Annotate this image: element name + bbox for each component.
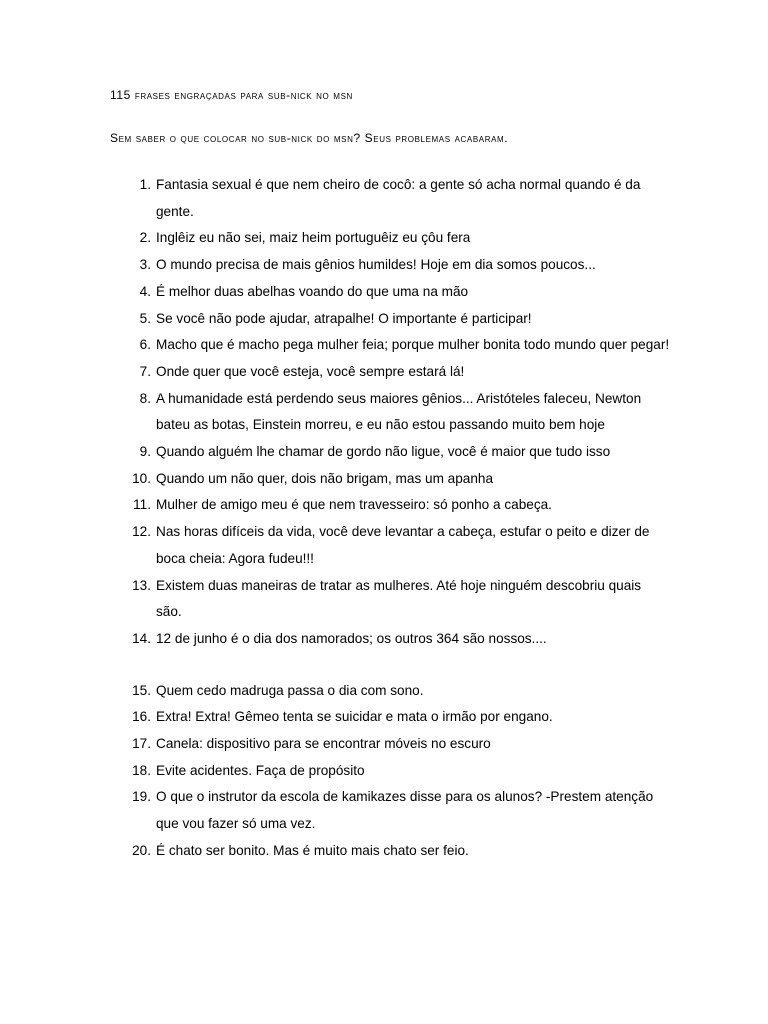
- list-item-text: A humanidade está perdendo seus maiores gênios... Aristóteles faleceu, Newton bateu as botas, Einstein morreu, e eu não estou passando muito bem hoje: [156, 390, 642, 433]
- list-item: [110, 678, 670, 705]
- list-item-text: Evite acidentes. Faça de propósito: [156, 762, 365, 778]
- list-item-text: O mundo precisa de mais gênios humildes! Hoje em dia somos poucos...: [156, 257, 596, 273]
- list-item-text: Quando alguém lhe chamar de gordo não ligue, você é maior que tudo isso: [156, 444, 611, 460]
- list-item-number: 19.: [132, 789, 151, 805]
- list-item: [110, 519, 670, 572]
- list-item: [110, 279, 670, 306]
- list-item: [110, 758, 670, 785]
- list-item-text: Quando um não quer, dois não brigam, mas um apanha: [156, 470, 494, 486]
- list-item-number: 8.: [139, 390, 151, 406]
- list-item-text: Mulher de amigo meu é que nem travesseiro: só ponho a cabeça.: [156, 497, 552, 513]
- list-item-number: 1.: [139, 177, 151, 192]
- list-item: [110, 172, 670, 225]
- list-item-number: 6.: [139, 337, 151, 353]
- list-item: [110, 492, 670, 519]
- list-item-text: Quem cedo madruga passa o dia com sono.: [156, 682, 424, 698]
- list-item-text: 12 de junho é o dia dos namorados; os outros 364 são nossos....: [156, 630, 547, 646]
- list-item: [110, 466, 670, 493]
- phrase-list: [110, 172, 670, 865]
- list-item-number: 18.: [132, 762, 151, 778]
- list-item-text: Macho que é macho pega mulher feia; porque mulher bonita todo mundo quer pegar!: [156, 337, 670, 353]
- list-item-number: 11.: [133, 497, 151, 513]
- list-item: [110, 386, 670, 439]
- list-item-number: 20.: [132, 842, 151, 858]
- list-item: [110, 252, 670, 279]
- list-item-text: Existem duas maneiras de tratar as mulheres. Até hoje ninguém descobriu quais são.: [156, 577, 642, 620]
- list-item-number: 10.: [132, 470, 151, 486]
- document-title: 115 frases engraçadas para sub-nick no msn: [110, 88, 353, 102]
- list-item: [110, 626, 670, 653]
- list-item-number: 13.: [132, 577, 151, 593]
- list-item: [110, 306, 670, 333]
- list-item-number: 2.: [139, 230, 151, 246]
- list-item-number: 16.: [132, 709, 151, 725]
- list-item-number: 12.: [132, 524, 151, 540]
- list-item-number: 4.: [139, 283, 151, 299]
- document-subtitle: Sem saber o que colocar no sub-nick do msn? Seus problemas acabaram.: [110, 131, 509, 145]
- list-item-text: O que o instrutor da escola de kamikazes disse para os alunos? -Prestem atenção que vou fazer só uma vez.: [156, 789, 654, 832]
- list-item: [110, 704, 670, 731]
- list-item-text: Se você não pode ajudar, atrapalhe! O importante é participar!: [156, 310, 532, 326]
- list-item-number: 14.: [132, 630, 151, 646]
- list-item-number: 3.: [139, 257, 151, 273]
- list-item-text: Nas horas difíceis da vida, você deve levantar a cabeça, estufar o peito e dizer de boca cheia: Agora fudeu!!!: [156, 524, 650, 566]
- list-item-number: 7.: [139, 363, 151, 379]
- list-item: [110, 573, 670, 626]
- list-item: [110, 439, 670, 466]
- list-item-text: Extra! Extra! Gêmeo tenta se suicidar e mata o irmão por engano.: [156, 709, 553, 725]
- list-item: [110, 225, 670, 252]
- list-item: [110, 359, 670, 386]
- list-item-text: É chato ser bonito. Mas é muito mais chato ser feio.: [156, 842, 469, 858]
- list-item-text: Inglêiz eu não sei, maiz heim portuguêiz eu çôu fera: [156, 230, 471, 246]
- list-item-number: 17.: [132, 736, 151, 752]
- list-item: [110, 784, 670, 837]
- list-item: [110, 332, 670, 359]
- list-item-text: Canela: dispositivo para se encontrar móveis no escuro: [156, 736, 491, 752]
- list-item-text: Onde quer que você esteja, você sempre estará lá!: [156, 363, 465, 379]
- list-item-number: 9.: [139, 444, 151, 460]
- list-item-number: 15.: [132, 682, 151, 698]
- list-item-text: Fantasia sexual é que nem cheiro de cocô: a gente só acha normal quando é da gente.: [156, 177, 641, 219]
- list-item-number: 5.: [139, 310, 151, 326]
- list-item: [110, 838, 670, 865]
- list-item: [110, 731, 670, 758]
- list-item-text: É melhor duas abelhas voando do que uma na mão: [156, 283, 469, 299]
